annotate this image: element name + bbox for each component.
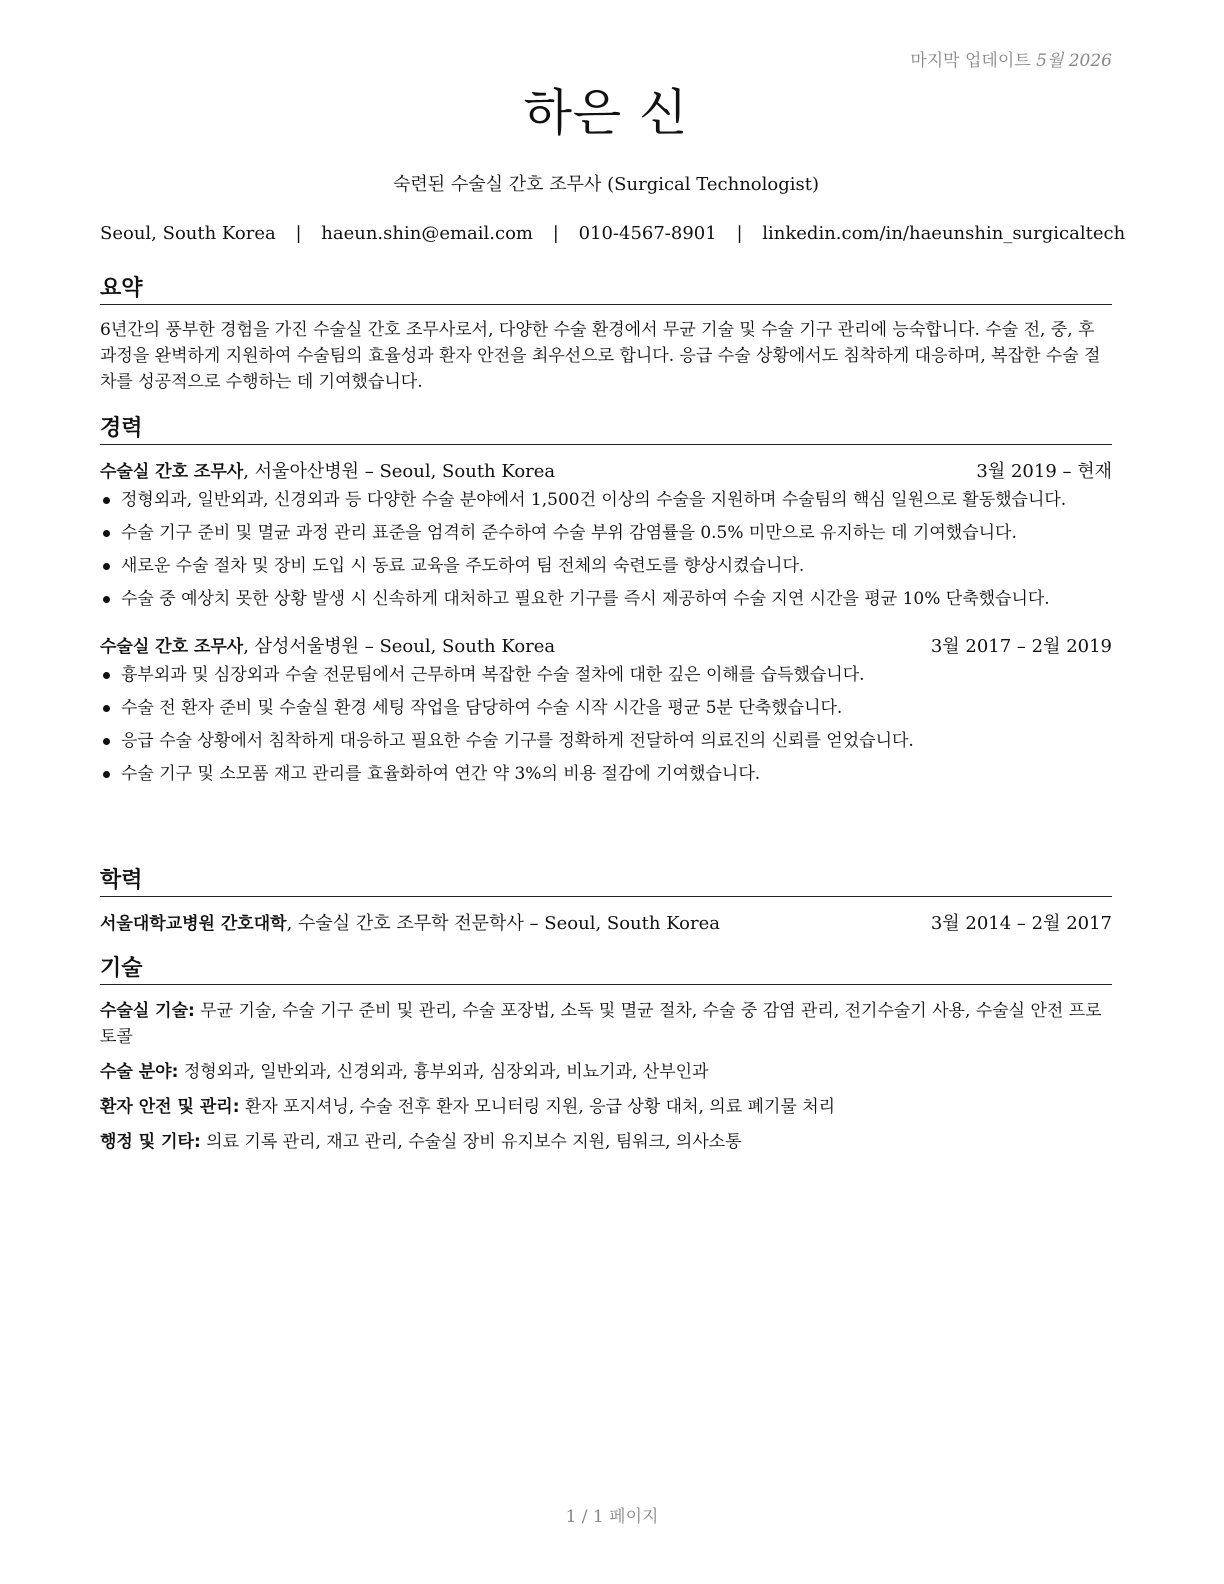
job-bullet: 수술 전 환자 준비 및 수술실 환경 세팅 작업을 담당하여 수술 시작 시간을 평균 5분 단축했습니다.	[100, 695, 1112, 721]
education-title: 학력	[100, 868, 1112, 897]
job-org: 서울아산병원 – Seoul, South Korea	[254, 461, 556, 483]
job-role-org: 수술실 간호 조무사, 서울아산병원 – Seoul, South Korea	[100, 461, 556, 483]
job-entry	[100, 634, 1112, 787]
skill-value: 정형외과, 일반외과, 신경외과, 흉부외과, 심장외과, 비뇨기과, 산부인과	[183, 1062, 709, 1083]
summary-section	[100, 276, 1112, 395]
job-bullet: 정형외과, 일반외과, 신경외과 등 다양한 수술 분야에서 1,500건 이상의 수술을 지원하며 수술팀의 핵심 일원으로 활동했습니다.	[100, 487, 1112, 513]
skill-row	[100, 1129, 1112, 1155]
experience-title: 경력	[100, 416, 1112, 445]
education-degree: 수술실 간호 조무학 전문학사 – Seoul, South Korea	[298, 913, 720, 935]
contact-line	[100, 223, 1126, 244]
education-section	[100, 868, 1112, 937]
contact-linkedin[interactable]: linkedin.com/in/haeunshin_surgicaltech	[762, 223, 1126, 244]
job-bullets	[100, 662, 1112, 787]
summary-title: 요약	[100, 276, 1112, 305]
candidate-name: 하은 신	[523, 84, 689, 142]
skill-row	[100, 1094, 1112, 1120]
job-bullet: 응급 수술 상황에서 침착하게 대응하고 필요한 수술 기구를 정확하게 전달하여 의료진의 신뢰를 얻었습니다.	[100, 728, 1112, 754]
job-role: 수술실 간호 조무사	[100, 637, 244, 658]
last-updated-date: 5월 2026	[1036, 51, 1112, 71]
headline: 숙련된 수술실 간호 조무사 (Surgical Technologist)	[392, 174, 819, 195]
page-number: 1 / 1 페이지	[565, 1507, 659, 1527]
contact-separator: |	[736, 223, 743, 244]
job-bullet: 새로운 수술 절차 및 장비 도입 시 동료 교육을 주도하여 팀 전체의 숙련도를 향상시켰습니다.	[100, 553, 1112, 579]
job-bullet: 수술 중 예상치 못한 상황 발생 시 신속하게 대처하고 필요한 기구를 즉시 제공하여 수술 지연 시간을 평균 10% 단축했습니다.	[100, 586, 1112, 612]
last-updated-prefix: 마지막 업데이트	[910, 51, 1031, 71]
skill-label: 환자 안전 및 관리:	[100, 1097, 240, 1118]
resume-page	[100, 0, 1126, 1584]
job-role: 수술실 간호 조무사	[100, 462, 244, 483]
education-school: 서울대학교병원 간호대학	[100, 914, 287, 935]
skills-title: 기술	[100, 956, 1112, 985]
education-entry	[100, 911, 1112, 937]
skill-row	[100, 998, 1112, 1050]
job-dates: 3월 2019 – 현재	[976, 461, 1112, 483]
experience-section	[100, 416, 1112, 794]
job-bullets	[100, 487, 1112, 612]
job-role-org: 수술실 간호 조무사, 삼성서울병원 – Seoul, South Korea	[100, 636, 556, 658]
skills-section	[100, 956, 1112, 1164]
skill-label: 행정 및 기타:	[100, 1132, 201, 1153]
job-dates: 3월 2017 – 2월 2019	[930, 636, 1112, 658]
contact-separator: |	[295, 223, 302, 244]
skill-value: 의료 기록 관리, 재고 관리, 수술실 장비 유지보수 지원, 팀워크, 의사소통	[206, 1132, 742, 1153]
summary-text: 6년간의 풍부한 경험을 가진 수술실 간호 조무사로서, 다양한 수술 환경에서 무균 기술 및 수술 기구 관리에 능숙합니다. 수술 전, 중, 후 과정을 완벽하게 지원하여 수술팀의 효율성과 환자 안전을 최우선으로 합니다. 응급 수술 상황에서도 침착하게 대응하며, 복잡한 수술 절차를 성공적으로 수행하는 데 기여했습니다.	[100, 320, 1101, 393]
job-org: 삼성서울병원 – Seoul, South Korea	[254, 636, 556, 658]
education-dates: 3월 2014 – 2월 2017	[930, 913, 1112, 935]
education-school-degree: 서울대학교병원 간호대학, 수술실 간호 조무학 전문학사 – Seoul, South Korea	[100, 913, 720, 935]
skill-label: 수술실 기술:	[100, 1001, 195, 1022]
skill-label: 수술 분야:	[100, 1062, 179, 1083]
skills-list	[100, 998, 1112, 1155]
contact-email[interactable]: haeun.shin@email.com	[321, 223, 534, 244]
skill-value: 환자 포지셔닝, 수술 전후 환자 모니터링 지원, 응급 상황 대처, 의료 폐기물 처리	[244, 1097, 836, 1118]
job-header	[100, 634, 1112, 660]
contact-location: Seoul, South Korea	[100, 223, 276, 244]
job-bullet: 흉부외과 및 심장외과 수술 전문팀에서 근무하며 복잡한 수술 절차에 대한 깊은 이해를 습득했습니다.	[100, 662, 1112, 688]
job-bullet: 수술 기구 준비 및 멸균 과정 관리 표준을 엄격히 준수하여 수술 부위 감염률을 0.5% 미만으로 유지하는 데 기여했습니다.	[100, 520, 1112, 546]
contact-separator: |	[552, 223, 559, 244]
job-bullet: 수술 기구 및 소모품 재고 관리를 효율화하여 연간 약 3%의 비용 절감에 기여했습니다.	[100, 761, 1112, 787]
skill-value: 무균 기술, 수술 기구 준비 및 관리, 수술 포장법, 소독 및 멸균 절차, 수술 중 감염 관리, 전기수술기 사용, 수술실 안전 프로토콜	[100, 1001, 1102, 1048]
last-updated	[910, 46, 1112, 71]
job-header	[100, 459, 1112, 485]
job-entry	[100, 459, 1112, 612]
skill-row	[100, 1059, 1112, 1085]
contact-phone[interactable]: 010-4567-8901	[578, 223, 717, 244]
